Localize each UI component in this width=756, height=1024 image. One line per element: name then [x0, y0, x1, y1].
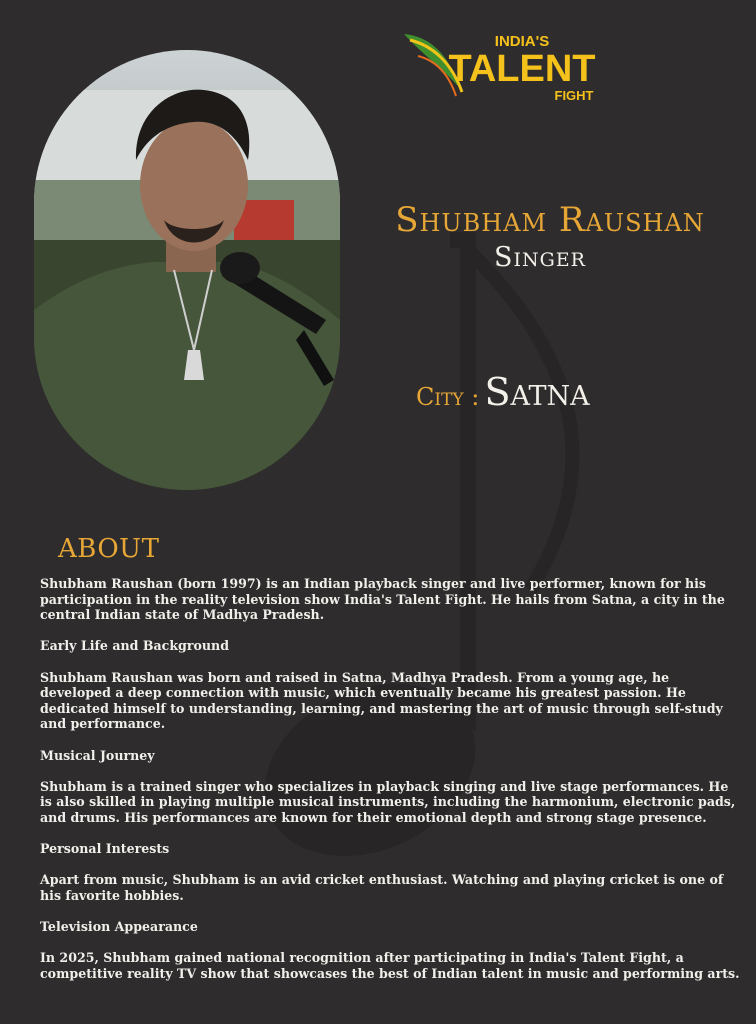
profile-photo — [34, 50, 340, 490]
logo-line3: FIGHT — [554, 88, 594, 103]
artist-role: Singer — [494, 242, 586, 273]
section-heading-musical-journey: Musical Journey — [40, 747, 155, 763]
city-value: Satna — [484, 370, 590, 414]
section-text-early-life: Shubham Raushan was born and raised in Satna, Madhya Pradesh. From a young age, he developed a deep connection with music, which eventually became his greatest passion. He dedicated himself to understanding, learning, and mastering the art of music through self-study and performance. — [40, 669, 723, 732]
section-text-musical-journey: Shubham is a trained singer who specializes in playback singing and live stage performances. He is also skilled in playing multiple musical instruments, including the harmonium, electronic pads, and drums. His performances are known for their emotional depth and strong stage presence. — [40, 778, 736, 825]
indias-talent-fight-logo — [400, 26, 610, 104]
section-heading-early-life: Early Life and Background — [40, 638, 229, 654]
singer-portrait-illustration — [34, 50, 340, 490]
about-body — [40, 576, 744, 997]
section-heading-television: Television Appearance — [40, 919, 198, 935]
city-line — [416, 370, 590, 414]
artist-name: Shubham Raushan — [395, 200, 705, 240]
section-heading-personal-interests: Personal Interests — [40, 841, 170, 857]
logo-line1: INDIA'S — [494, 33, 550, 50]
about-intro: Shubham Raushan (born 1997) is an Indian playback singer and live performer, known for his participation in the reality television show India's Talent Fight. He hails from Satna, a city in the central Indian state of Madhya Pradesh. — [40, 576, 725, 623]
city-label: City : — [416, 383, 480, 411]
section-text-television: In 2025, Shubham gained national recognition after participating in India's Talent Fight, a competitive reality TV show that showcases the best of Indian talent in music and performing arts. — [40, 950, 740, 981]
section-text-personal-interests: Apart from music, Shubham is an avid cricket enthusiast. Watching and playing cricket is one of his favorite hobbies. — [40, 872, 724, 903]
logo-line2: TALENT — [448, 48, 596, 90]
about-heading: ABOUT — [58, 534, 160, 564]
